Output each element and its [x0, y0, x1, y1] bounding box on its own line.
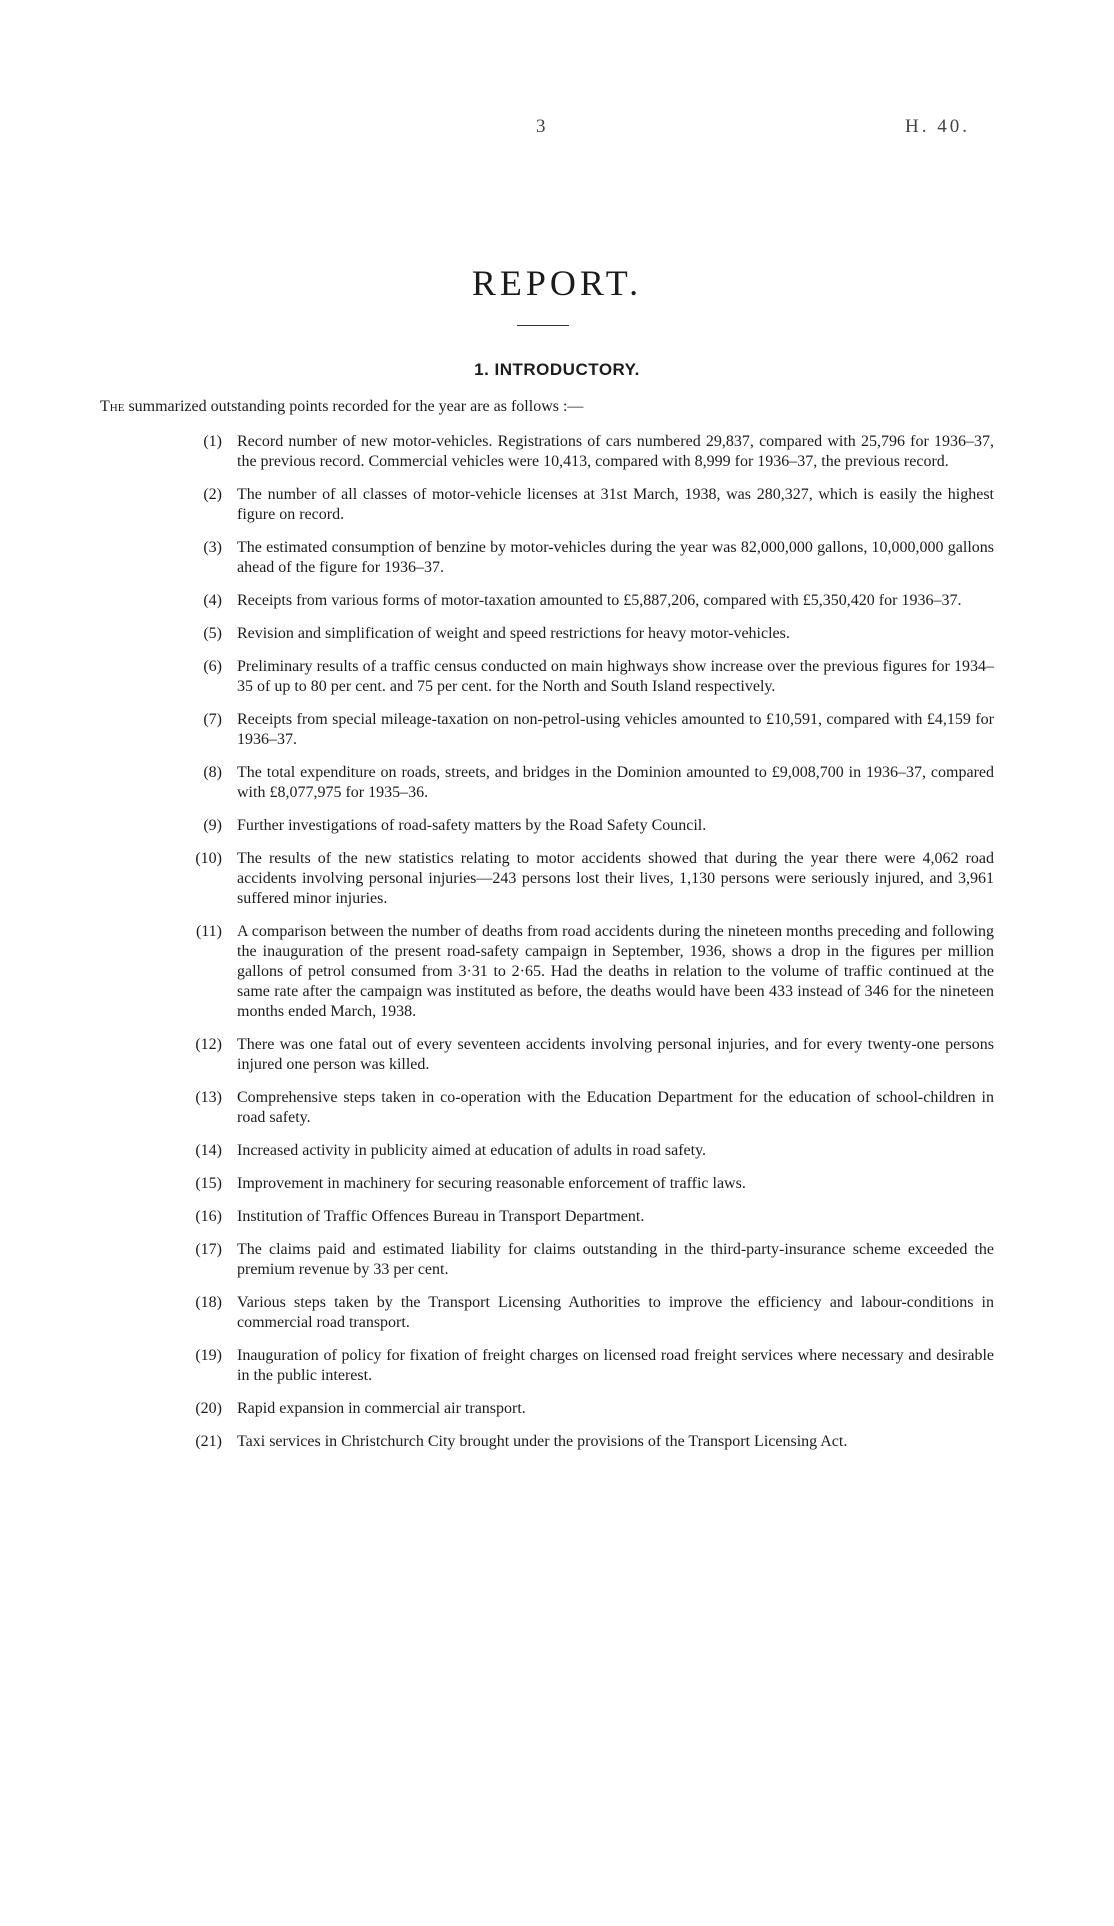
list-item	[0, 1088, 994, 1128]
item-text: Receipts from special mileage-taxation on non-petrol-using vehicles amounted to £10,591, compared with £4,159 for 1936–37.	[237, 711, 994, 748]
item-text: Taxi services in Christchurch City brought under the provisions of the Transport Licensing Act.	[237, 1433, 848, 1450]
title-divider	[517, 325, 569, 326]
list-item	[0, 1035, 994, 1075]
item-number: (7)	[203, 711, 222, 728]
list-item	[0, 1174, 994, 1194]
list-item	[0, 485, 994, 525]
intro-lead-word: The	[100, 398, 125, 415]
item-text: Institution of Traffic Offences Bureau in Transport Department.	[237, 1208, 645, 1225]
item-number: (11)	[195, 923, 222, 940]
item-number: (20)	[195, 1400, 222, 1417]
list-item	[0, 710, 994, 750]
item-number: (19)	[195, 1347, 222, 1364]
item-text: Various steps taken by the Transport Licensing Authorities to improve the efficiency and labour-conditions in commercial road transport.	[237, 1294, 994, 1331]
item-text: The number of all classes of motor-vehicle licenses at 31st March, 1938, was 280,327, which is easily the highest figure on record.	[237, 486, 994, 523]
intro-text: summarized outstanding points recorded for the year are as follows :—	[124, 398, 584, 415]
item-text: Comprehensive steps taken in co-operation with the Education Department for the education of school-children in road safety.	[237, 1089, 994, 1126]
item-number: (16)	[195, 1208, 222, 1225]
item-text: The estimated consumption of benzine by motor-vehicles during the year was 82,000,000 gallons, 10,000,000 gallons ahead of the figure for 1936–37.	[237, 539, 994, 576]
item-number: (3)	[203, 539, 222, 556]
page-number: 3	[536, 116, 547, 137]
item-number: (8)	[203, 764, 222, 781]
list-item	[0, 763, 994, 803]
report-title: REPORT.	[471, 263, 643, 303]
item-number: (14)	[195, 1142, 222, 1159]
item-number: (10)	[195, 850, 222, 867]
list-item	[0, 1293, 994, 1333]
item-number: (5)	[203, 625, 222, 642]
item-text: Further investigations of road-safety matters by the Road Safety Council.	[237, 817, 707, 834]
item-number: (4)	[203, 592, 222, 609]
summary-list	[0, 432, 1114, 1465]
item-number: (1)	[203, 433, 222, 450]
item-text: Receipts from various forms of motor-taxation amounted to £5,887,206, compared with £5,350,420 for 1936–37.	[237, 592, 962, 609]
item-text: Revision and simplification of weight and speed restrictions for heavy motor-vehicles.	[237, 625, 790, 642]
item-text: The results of the new statistics relating to motor accidents showed that during the year there were 4,062 road accidents involving personal injuries—243 persons lost their lives, 1,130 persons were seriously injured, and 3,961 suffered minor injuries.	[237, 850, 994, 907]
item-number: (6)	[203, 658, 222, 675]
list-item	[0, 432, 994, 472]
item-text: Preliminary results of a traffic census conducted on main highways show increase over the previous figures for 1934–35 of up to 80 per cent. and 75 per cent. for the North and South Island respectively.	[237, 658, 994, 695]
list-item	[0, 1399, 994, 1419]
document-reference: H. 40.	[905, 116, 970, 137]
item-text: There was one fatal out of every seventeen accidents involving personal injuries, and for every twenty-one persons injured one person was killed.	[237, 1036, 994, 1073]
list-item	[0, 538, 994, 578]
item-text: Inauguration of policy for fixation of freight charges on licensed road freight services where necessary and desirable in the public interest.	[237, 1347, 994, 1384]
list-item	[0, 816, 994, 836]
list-item	[0, 1207, 994, 1227]
item-text: Improvement in machinery for securing reasonable enforcement of traffic laws.	[237, 1175, 746, 1192]
item-number: (12)	[195, 1036, 222, 1053]
list-item	[0, 1141, 994, 1161]
item-text: Increased activity in publicity aimed at education of adults in road safety.	[237, 1142, 707, 1159]
item-number: (21)	[195, 1433, 222, 1450]
item-number: (15)	[195, 1175, 222, 1192]
list-item	[0, 1346, 994, 1386]
section-heading: 1. INTRODUCTORY.	[474, 360, 640, 379]
list-item	[0, 624, 994, 644]
list-item	[0, 849, 994, 909]
list-item	[0, 1432, 994, 1452]
item-number: (17)	[195, 1241, 222, 1258]
item-number: (9)	[203, 817, 222, 834]
intro-paragraph	[100, 397, 1000, 417]
item-text: A comparison between the number of deaths from road accidents during the nineteen months preceding and following the inauguration of the present road-safety campaign in September, 1936, shows a drop in the figures per million gallons of petrol consumed from 3·31 to 2·65. Had the deaths in relation to the volume of traffic continued at the same rate after the campaign was instituted as before, the deaths would have been 433 instead of 346 for the nineteen months ended March, 1938.	[237, 923, 994, 1020]
item-text: Rapid expansion in commercial air transport.	[237, 1400, 526, 1417]
list-item	[0, 657, 994, 697]
item-number: (13)	[195, 1089, 222, 1106]
item-text: The total expenditure on roads, streets, and bridges in the Dominion amounted to £9,008,700 in 1936–37, compared with £8,077,975 for 1935–36.	[237, 764, 994, 801]
item-number: (2)	[203, 486, 222, 503]
item-text: Record number of new motor-vehicles. Registrations of cars numbered 29,837, compared with 25,796 for 1936–37, the previous record. Commercial vehicles were 10,413, compared with 8,999 for 1936–37, the previous record.	[237, 433, 994, 470]
list-item	[0, 1240, 994, 1280]
list-item	[0, 591, 994, 611]
item-text: The claims paid and estimated liability for claims outstanding in the third-party-insurance scheme exceeded the premium revenue by 33 per cent.	[237, 1241, 994, 1278]
item-number: (18)	[195, 1294, 222, 1311]
list-item	[0, 922, 994, 1022]
